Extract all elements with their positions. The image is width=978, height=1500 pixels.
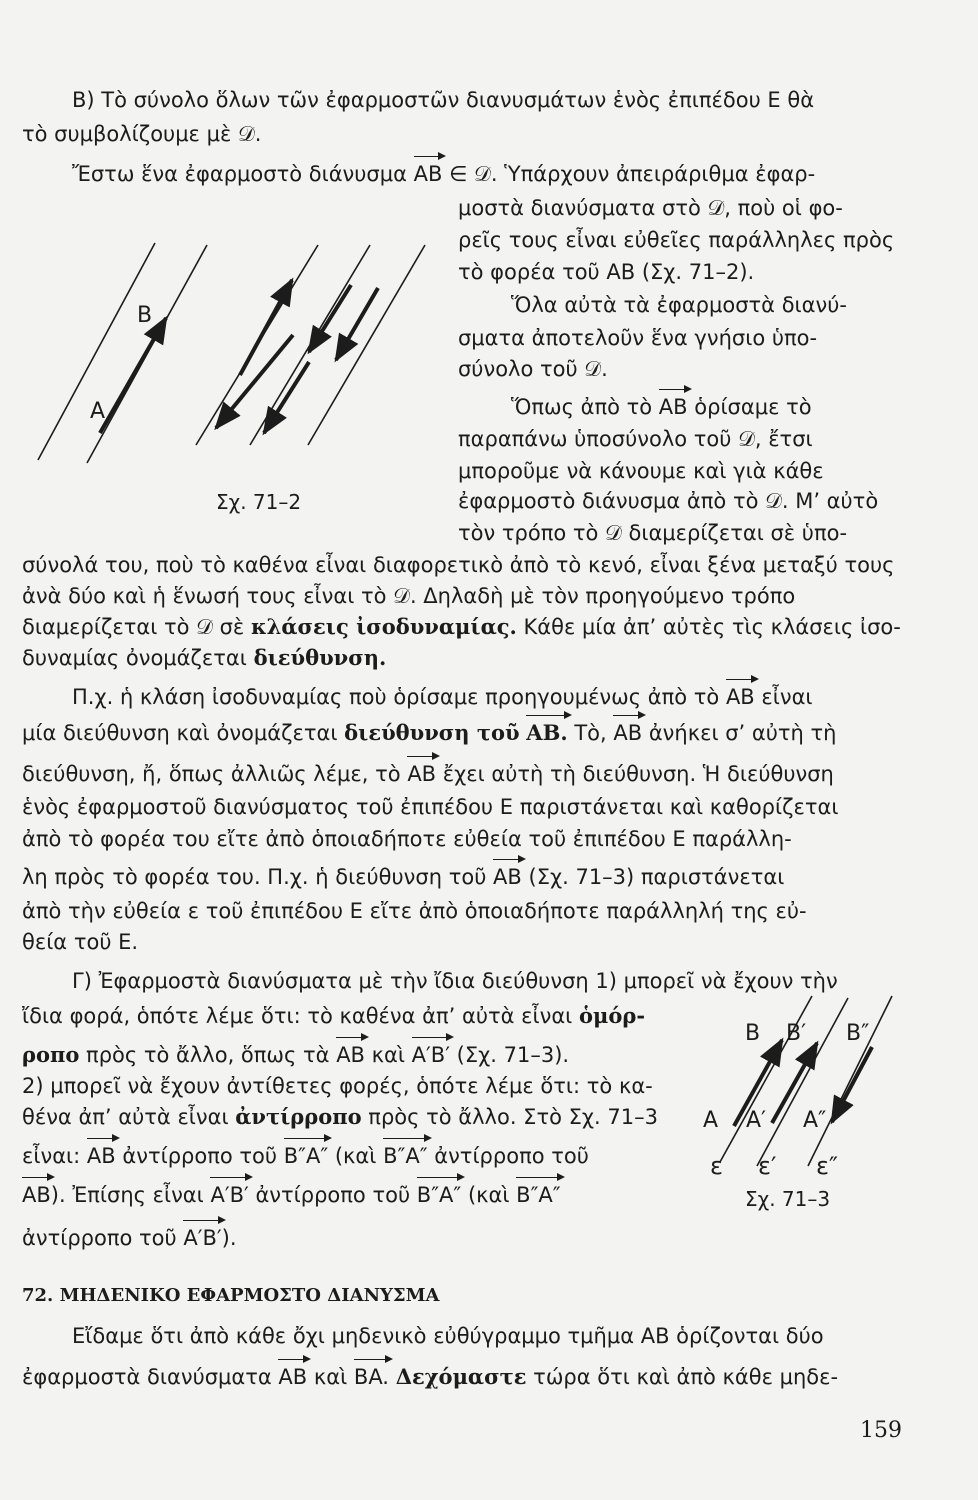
figure-caption: Σχ. 71–2 bbox=[216, 490, 302, 514]
text-line: ἐφαρμοστὸ διάνυσμα ἀπὸ τὸ 𝒟. Μ’ αὐτὸ bbox=[458, 489, 879, 513]
text-line: ἀπὸ τὴν εὐθεία ε τοῦ ἐπιπέδου Ε εἴτε ἀπὸ ὁποιαδήποτε παράλληλή της εὐ- bbox=[22, 899, 807, 923]
vector-notation: B″A″ bbox=[383, 1144, 428, 1168]
page-number: 159 bbox=[860, 1418, 902, 1443]
text-line: τὸ φορέα τοῦ ΑΒ (Σχ. 71–2). bbox=[458, 260, 755, 284]
label-a: A bbox=[90, 399, 106, 424]
label-epsilon: ε bbox=[710, 1152, 723, 1180]
text-segment: δυναμίας ὀνομάζεται bbox=[22, 646, 247, 670]
text-line: Ὅλα αὐτὰ τὰ ἐφαρμοστὰ διανύ- bbox=[511, 293, 847, 317]
text-line: τὸ συμβολίζουμε μὲ 𝒟. bbox=[22, 122, 262, 146]
text-segment: Π.χ. ἡ κλάση ἰσοδυναμίας ποὺ ὁρίσαμε προηγουμένως ἀπὸ τὸ bbox=[72, 685, 720, 709]
text-segment: πρὸς τὸ ἄλλο, ὅπως τὰ bbox=[86, 1043, 330, 1067]
vector-notation: A′B′ bbox=[210, 1183, 249, 1207]
label-b: B bbox=[137, 303, 153, 328]
label-a-double-prime: A″ bbox=[803, 1108, 827, 1133]
text-line: ἀπὸ τὸ φορέα του εἴτε ἀπὸ ὁποιαδήποτε εὐθεία τοῦ ἐπιπέδου Ε παράλλη- bbox=[22, 827, 792, 851]
text-segment: διαμερίζεται τὸ 𝒟 σὲ bbox=[22, 615, 245, 639]
vector-notation: AB bbox=[407, 762, 437, 786]
text-line: σύνολο τοῦ 𝒟. bbox=[458, 357, 608, 381]
text-segment: Ὅπως ἀπὸ τὸ bbox=[511, 395, 653, 419]
text-segment: καὶ bbox=[371, 1043, 405, 1067]
text-segment: ). bbox=[221, 1226, 237, 1250]
bold-term: κλάσεις ἰσοδυναμίας. bbox=[250, 614, 517, 639]
vector-notation: AB bbox=[725, 685, 755, 709]
label-b-prime: B′ bbox=[786, 1021, 807, 1046]
text-line: Εἴδαμε ὅτι ἀπὸ κάθε ὄχι μηδενικὸ εὐθύγραμμο τμῆμα ΑΒ ὁρίζονται δύο bbox=[72, 1324, 824, 1348]
text-segment: ἐφαρμοστὰ διανύσματα bbox=[22, 1365, 272, 1389]
vector-notation: B″A″ bbox=[283, 1144, 329, 1168]
text-line: B) Τὸ σύνολο ὅλων τῶν ἐφαρμοστῶν διανυσμάτων ἑνὸς ἐπιπέδου Ε θὰ bbox=[72, 88, 815, 112]
label-epsilon-prime: ε′ bbox=[758, 1152, 777, 1180]
vector-notation: AB. bbox=[526, 720, 568, 745]
vector-notation: B″A″ bbox=[516, 1183, 561, 1207]
vector-notation: B″A″ bbox=[416, 1183, 462, 1207]
bold-term: ροπο bbox=[22, 1042, 80, 1067]
bold-term: διεύθυνση τοῦ bbox=[344, 720, 520, 745]
text-segment: καὶ bbox=[313, 1365, 348, 1389]
text-segment: ∈ 𝒟. Ὑπάρχουν ἀπειράριθμα ἐφαρ- bbox=[449, 162, 816, 186]
text-segment: (καὶ bbox=[467, 1183, 510, 1207]
text-segment: εἶναι: bbox=[22, 1144, 81, 1168]
text-segment: ἀντίρροπο τοῦ bbox=[122, 1144, 278, 1168]
label-b: B bbox=[745, 1021, 761, 1046]
text-segment: ἀντίρροπο τοῦ bbox=[255, 1183, 411, 1207]
text-segment: ἀντίρροπο τοῦ bbox=[22, 1226, 177, 1250]
vector-b-double-prime-a-double-prime-arrow bbox=[832, 1047, 872, 1122]
text-segment: πρὸς τὸ ἄλλο. Στὸ Σχ. 71–3 bbox=[368, 1105, 658, 1129]
text-segment: (Σχ. 71–3) παριστάνεται bbox=[528, 865, 785, 889]
vector-notation: AB bbox=[86, 1144, 116, 1168]
section-heading: 72. ΜΗΔΕΝΙΚΟ ΕΦΑΡΜΟΣΤΟ ΔΙΑΝΥΣΜΑ bbox=[22, 1285, 440, 1306]
text-segment: (Σχ. 71–3). bbox=[456, 1043, 570, 1067]
text-line: ἑνὸς ἐφαρμοστοῦ διανύσματος τοῦ ἐπιπέδου Ε παριστάνεται καὶ καθορίζεται bbox=[22, 795, 839, 819]
text-segment: θένα ἀπ’ αὐτὰ εἶναι bbox=[22, 1105, 229, 1129]
text-segment: ἴδια φορά, ὁπότε λέμε ὅτι: τὸ καθένα ἀπ’ αὐτὰ εἶναι bbox=[22, 1004, 573, 1028]
vector-notation: AB bbox=[413, 162, 443, 186]
text-segment: ἀντίρροπο τοῦ bbox=[434, 1144, 589, 1168]
text-line: ἀνὰ δύο καὶ ἡ ἕνωσή τους εἶναι τὸ 𝒟. Δηλαδὴ μὲ τὸν προηγούμενο τρόπο bbox=[22, 584, 796, 608]
text-line: παραπάνω ὑποσύνολο τοῦ 𝒟, ἔτσι bbox=[458, 427, 813, 451]
text-segment: ). Ἐπίσης εἶναι bbox=[50, 1183, 204, 1207]
text-line: μποροῦμε νὰ κάνουμε καὶ γιὰ κάθε bbox=[458, 459, 824, 483]
text-segment: ὁρίσαμε τὸ bbox=[694, 395, 812, 419]
vector-notation: AB bbox=[493, 865, 522, 889]
vector-notation: A′B′ bbox=[411, 1043, 450, 1067]
vector-notation: AB bbox=[613, 721, 643, 745]
label-a-prime: A′ bbox=[746, 1108, 767, 1133]
label-a: A bbox=[703, 1108, 719, 1133]
text-line: ρεῖς τους εἶναι εὐθεῖες παράλληλες πρὸς bbox=[458, 228, 895, 252]
text-segment: διεύθυνση, ἤ, ὅπως ἀλλιῶς λέμε, τὸ bbox=[22, 762, 401, 786]
vector-notation: AB bbox=[278, 1365, 308, 1389]
bold-term: Δεχόμαστε bbox=[395, 1364, 527, 1389]
text-segment: ἀνήκει σ’ αὐτὴ τὴ bbox=[648, 721, 837, 745]
text-segment: Τὸ, bbox=[574, 721, 607, 745]
label-epsilon-double-prime: ε″ bbox=[816, 1152, 838, 1180]
text-segment: (καὶ bbox=[334, 1144, 377, 1168]
text-segment: ἔχει αὐτὴ τὴ διεύθυνση. Ἡ διεύθυνση bbox=[442, 762, 834, 786]
vector-notation: A′B′ bbox=[183, 1226, 222, 1250]
bold-term: ὁμόρ- bbox=[578, 1003, 646, 1028]
text-segment: λη πρὸς τὸ φορέα του. Π.χ. ἡ διεύθυνση τοῦ bbox=[22, 865, 487, 889]
vector-notation: AB bbox=[22, 1183, 51, 1207]
bold-term: ἀντίρροπο bbox=[235, 1104, 362, 1129]
text-line: 2) μπορεῖ νὰ ἔχουν ἀντίθετες φορές, ὁπότε λέμε ὅτι: τὸ κα- bbox=[22, 1074, 653, 1098]
vector-notation: BA. bbox=[353, 1365, 389, 1389]
text-line: θεία τοῦ Ε. bbox=[22, 930, 139, 954]
bold-term: διεύθυνση. bbox=[253, 645, 387, 670]
vector-notation: AB bbox=[658, 395, 688, 419]
figure-caption: Σχ. 71–3 bbox=[745, 1187, 831, 1211]
text-segment: τώρα ὅτι καὶ ἀπὸ κάθε μηδε- bbox=[533, 1365, 839, 1389]
text-line: σματα ἀποτελοῦν ἕνα γνήσιο ὑπο- bbox=[458, 326, 818, 350]
text-segment: Ἔστω ἕνα ἐφαρμοστὸ διάνυσμα bbox=[72, 162, 407, 186]
vector-notation: AB bbox=[336, 1043, 365, 1067]
text-segment: Κάθε μία ἀπ’ αὐτὲς τὶς κλάσεις ἰσο- bbox=[523, 615, 901, 639]
text-line: σύνολά του, ποὺ τὸ καθένα εἶναι διαφορετικὸ ἀπὸ τὸ κενό, εἶναι ξένα μεταξύ τους bbox=[22, 553, 895, 577]
text-line: μοστὰ διανύσματα στὸ 𝒟, ποὺ οἱ φο- bbox=[458, 196, 843, 220]
text-line: Γ) Ἐφαρμοστὰ διανύσματα μὲ τὴν ἴδια διεύθυνση 1) μπορεῖ νὰ ἔχουν τὴν bbox=[72, 969, 838, 993]
text-line: τὸν τρόπο τὸ 𝒟 διαμερίζεται σὲ ὑπο- bbox=[458, 521, 848, 545]
text-segment: εἶναι bbox=[761, 685, 813, 709]
text-segment: μία διεύθυνση καὶ ὀνομάζεται bbox=[22, 721, 338, 745]
label-b-double-prime: B″ bbox=[846, 1021, 870, 1046]
